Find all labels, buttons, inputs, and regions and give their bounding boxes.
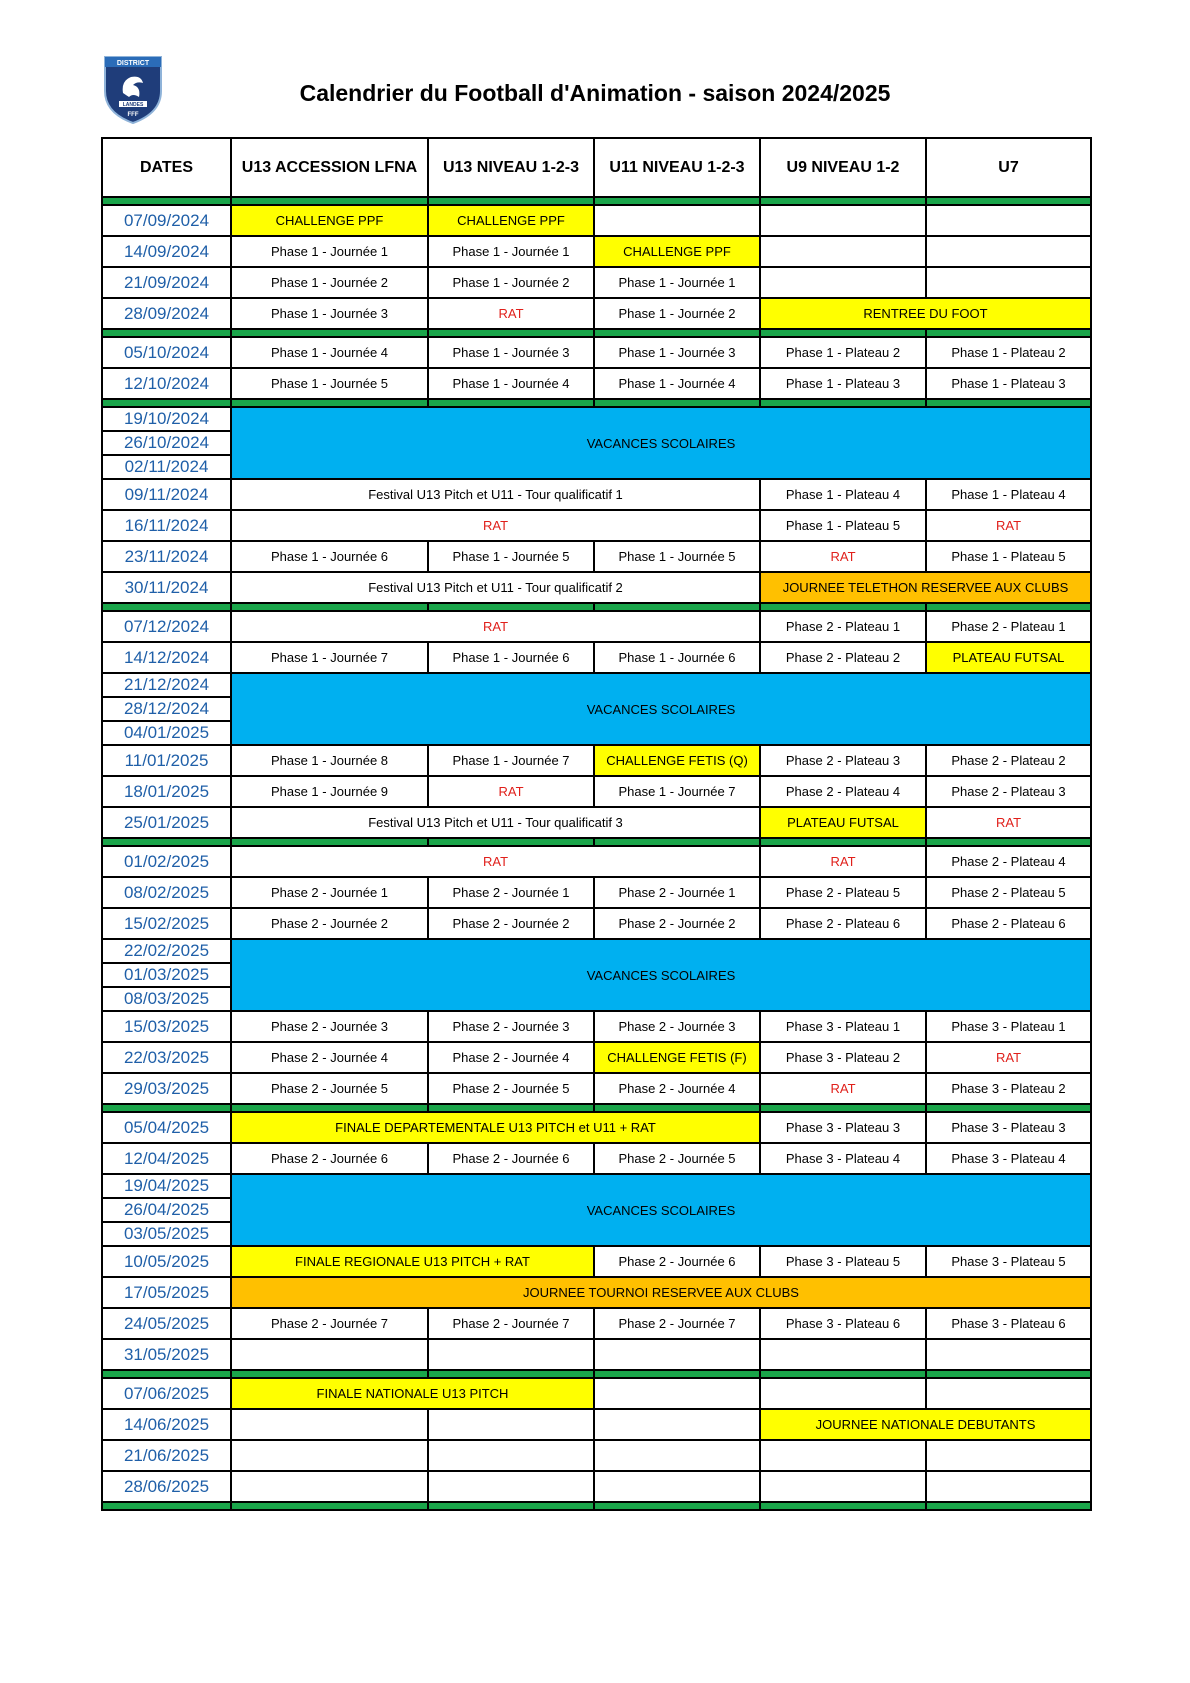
date-cell: 12/04/2025 [102,1143,231,1174]
schedule-cell [428,1339,594,1370]
schedule-cell: Phase 1 - Journée 1 [231,236,428,267]
date-cell: 21/06/2025 [102,1440,231,1471]
separator-cell [594,603,760,611]
separator-row [102,1502,1091,1510]
separator-cell [926,197,1091,205]
schedule-cell: Phase 1 - Journée 8 [231,745,428,776]
table-row [102,1174,1091,1246]
date-cell: 31/05/2025 [102,1339,231,1370]
schedule-cell: Phase 2 - Plateau 5 [926,877,1091,908]
column-header: U13 ACCESSION LFNA [231,138,428,197]
date-cell: 25/01/2025 [102,807,231,838]
separator-cell [428,1104,594,1112]
schedule-cell [926,236,1091,267]
schedule-cell: RAT [760,1073,926,1104]
date-cell: 18/01/2025 [102,776,231,807]
schedule-cell: Phase 3 - Plateau 5 [926,1246,1091,1277]
separator-cell [231,197,428,205]
separator-cell [102,399,231,407]
schedule-cell: RAT [231,510,760,541]
separator-row [102,1370,1091,1378]
separator-cell [102,1370,231,1378]
schedule-cell [760,236,926,267]
date-cell: 09/11/2024 [102,479,231,510]
separator-cell [594,838,760,846]
schedule-cell: Phase 1 - Journée 4 [428,368,594,399]
logo-text-landes: LANDES [122,102,144,108]
schedule-cell [760,1339,926,1370]
separator-cell [926,399,1091,407]
schedule-cell: Phase 2 - Journée 5 [594,1143,760,1174]
schedule-cell [926,205,1091,236]
table-row [102,1308,1091,1339]
schedule-cell [760,1471,926,1502]
calendar-table [101,137,1092,1511]
vacation-cell: VACANCES SCOLAIRES [231,407,1091,479]
schedule-cell: Festival U13 Pitch et U11 - Tour qualificatif 1 [231,479,760,510]
table-row [102,1471,1091,1502]
schedule-cell: Phase 2 - Journée 7 [231,1308,428,1339]
schedule-cell: Phase 1 - Journée 7 [231,642,428,673]
separator-cell [428,399,594,407]
separator-cell [594,1502,760,1510]
schedule-cell: Phase 3 - Plateau 4 [926,1143,1091,1174]
schedule-cell: Phase 1 - Plateau 4 [926,479,1091,510]
separator-cell [760,399,926,407]
separator-cell [760,197,926,205]
logo-text-district: DISTRICT [116,60,150,67]
schedule-cell: Phase 1 - Plateau 4 [760,479,926,510]
date-cell: 05/04/2025 [102,1112,231,1143]
separator-cell [760,838,926,846]
schedule-cell: Phase 2 - Journée 6 [594,1246,760,1277]
table-row [102,939,1091,1011]
schedule-cell: CHALLENGE PPF [594,236,760,267]
date-cell: 15/03/2025 [102,1011,231,1042]
schedule-cell: Phase 1 - Plateau 2 [760,337,926,368]
schedule-cell [231,1339,428,1370]
schedule-cell [594,1440,760,1471]
table-row [102,1112,1091,1143]
schedule-cell [926,267,1091,298]
schedule-cell: Phase 2 - Journée 3 [428,1011,594,1042]
schedule-cell [926,1471,1091,1502]
table-row [102,1339,1091,1370]
date-cell: 21/09/2024 [102,267,231,298]
separator-row [102,1104,1091,1112]
schedule-cell: Phase 1 - Plateau 3 [760,368,926,399]
table-row [102,267,1091,298]
table-row [102,1277,1091,1308]
table-row [102,745,1091,776]
schedule-cell: Phase 1 - Journée 2 [594,298,760,329]
schedule-cell: Phase 2 - Journée 6 [231,1143,428,1174]
separator-cell [231,603,428,611]
schedule-cell: Phase 1 - Journée 5 [428,541,594,572]
schedule-cell: RAT [926,1042,1091,1073]
separator-cell [926,329,1091,337]
schedule-cell: Phase 1 - Journée 4 [231,337,428,368]
schedule-cell [594,1339,760,1370]
date-label: 04/01/2025 [123,723,210,742]
date-label: 03/05/2025 [123,1224,210,1243]
schedule-cell [926,1339,1091,1370]
date-label: 02/11/2024 [124,457,209,476]
schedule-cell: RENTREE DU FOOT [760,298,1091,329]
schedule-cell: Phase 2 - Journée 6 [428,1143,594,1174]
separator-cell [760,1502,926,1510]
schedule-cell [231,1471,428,1502]
schedule-cell: JOURNEE TELETHON RESERVEE AUX CLUBS [760,572,1091,603]
schedule-cell: Phase 2 - Plateau 6 [926,908,1091,939]
separator-cell [102,1104,231,1112]
schedule-cell: Phase 2 - Journée 7 [594,1308,760,1339]
schedule-cell: Festival U13 Pitch et U11 - Tour qualificatif 3 [231,807,760,838]
separator-cell [231,1370,428,1378]
table-row [102,807,1091,838]
separator-cell [926,838,1091,846]
schedule-cell: Phase 2 - Plateau 2 [926,745,1091,776]
separator-row [102,399,1091,407]
table-row [102,1440,1091,1471]
schedule-cell [926,1440,1091,1471]
vacation-cell: VACANCES SCOLAIRES [231,1174,1091,1246]
date-label: 19/04/2025 [103,1175,230,1199]
schedule-cell: RAT [428,776,594,807]
schedule-cell: Phase 1 - Journée 1 [594,267,760,298]
separator-row [102,197,1091,205]
schedule-cell: Phase 2 - Journée 5 [231,1073,428,1104]
separator-cell [102,603,231,611]
schedule-cell: Phase 1 - Journée 3 [428,337,594,368]
logo-text-fff: FFF [127,112,139,118]
date-label: 01/03/2025 [103,964,230,988]
schedule-cell: FINALE DEPARTEMENTALE U13 PITCH et U11 + RAT [231,1112,760,1143]
schedule-cell [926,1378,1091,1409]
schedule-cell: Phase 1 - Plateau 5 [760,510,926,541]
schedule-cell: Phase 1 - Journée 6 [428,642,594,673]
schedule-cell: RAT [926,807,1091,838]
table-row [102,846,1091,877]
date-cell: 22/03/2025 [102,1042,231,1073]
schedule-cell: Phase 3 - Plateau 4 [760,1143,926,1174]
schedule-cell [428,1440,594,1471]
separator-cell [231,838,428,846]
separator-cell [428,197,594,205]
separator-row [102,603,1091,611]
date-cell: 28/09/2024 [102,298,231,329]
date-cell: 12/10/2024 [102,368,231,399]
schedule-cell [760,205,926,236]
schedule-cell: Phase 2 - Plateau 3 [926,776,1091,807]
schedule-cell: FINALE NATIONALE U13 PITCH [231,1378,594,1409]
schedule-cell [428,1471,594,1502]
schedule-cell: Phase 2 - Plateau 6 [760,908,926,939]
date-cell: 23/11/2024 [102,541,231,572]
separator-cell [926,1370,1091,1378]
separator-cell [428,329,594,337]
date-cell: 07/09/2024 [102,205,231,236]
date-label: 08/03/2025 [123,989,210,1008]
schedule-cell: Festival U13 Pitch et U11 - Tour qualificatif 2 [231,572,760,603]
separator-cell [760,1104,926,1112]
schedule-cell: JOURNEE NATIONALE DEBUTANTS [760,1409,1091,1440]
column-header: U13 NIVEAU 1-2-3 [428,138,594,197]
schedule-cell: PLATEAU FUTSAL [760,807,926,838]
schedule-cell: Phase 1 - Journée 9 [231,776,428,807]
schedule-cell: Phase 1 - Journée 5 [594,541,760,572]
table-row [102,908,1091,939]
schedule-cell: Phase 2 - Journée 4 [428,1042,594,1073]
schedule-cell: Phase 1 - Journée 1 [428,236,594,267]
schedule-cell: Phase 1 - Journée 2 [428,267,594,298]
schedule-cell [760,1440,926,1471]
schedule-cell [428,1409,594,1440]
vacation-cell: VACANCES SCOLAIRES [231,939,1091,1011]
schedule-cell: Phase 2 - Plateau 1 [926,611,1091,642]
separator-cell [594,1104,760,1112]
schedule-cell: RAT [428,298,594,329]
schedule-cell: Phase 3 - Plateau 1 [926,1011,1091,1042]
date-cell: 28/06/2025 [102,1471,231,1502]
date-label: 26/10/2024 [103,432,230,456]
separator-row [102,838,1091,846]
header-row [102,138,1091,197]
schedule-cell: Phase 2 - Plateau 3 [760,745,926,776]
date-label: 21/12/2024 [103,674,230,698]
table-row [102,673,1091,745]
schedule-cell: CHALLENGE FETIS (F) [594,1042,760,1073]
district-landes-logo [101,53,165,125]
schedule-cell: Phase 2 - Journée 5 [428,1073,594,1104]
schedule-cell [760,1378,926,1409]
date-cell: 08/02/2025 [102,877,231,908]
schedule-cell: CHALLENGE PPF [428,205,594,236]
schedule-cell: Phase 3 - Plateau 5 [760,1246,926,1277]
schedule-cell: Phase 2 - Plateau 4 [760,776,926,807]
separator-cell [428,1370,594,1378]
schedule-cell: Phase 2 - Journée 3 [594,1011,760,1042]
schedule-cell: Phase 1 - Journée 7 [428,745,594,776]
schedule-cell [594,205,760,236]
table-row [102,877,1091,908]
date-label: 26/04/2025 [103,1199,230,1223]
schedule-cell: CHALLENGE PPF [231,205,428,236]
schedule-cell: Phase 2 - Plateau 1 [760,611,926,642]
table-row [102,1143,1091,1174]
separator-cell [102,197,231,205]
schedule-cell: RAT [760,541,926,572]
district-landes-fff-crest-icon [101,53,165,125]
date-cell: 24/05/2025 [102,1308,231,1339]
table-row [102,510,1091,541]
schedule-cell: CHALLENGE FETIS (Q) [594,745,760,776]
date-cell: 07/12/2024 [102,611,231,642]
separator-cell [231,1104,428,1112]
separator-cell [102,329,231,337]
schedule-cell: RAT [926,510,1091,541]
separator-row [102,329,1091,337]
schedule-cell: RAT [231,611,760,642]
separator-cell [428,603,594,611]
schedule-cell: RAT [760,846,926,877]
separator-cell [760,1370,926,1378]
schedule-cell: RAT [231,846,760,877]
table-row [102,236,1091,267]
schedule-cell: Phase 3 - Plateau 6 [760,1308,926,1339]
table-row [102,1246,1091,1277]
date-stack-cell [102,673,231,745]
schedule-cell: Phase 1 - Journée 7 [594,776,760,807]
schedule-cell: Phase 2 - Journée 2 [231,908,428,939]
calendar-body [102,138,1091,1510]
separator-cell [594,197,760,205]
separator-cell [926,1502,1091,1510]
table-row [102,572,1091,603]
table-row [102,1409,1091,1440]
table-row [102,611,1091,642]
separator-cell [760,329,926,337]
date-cell: 14/12/2024 [102,642,231,673]
calendar-table-wrapper [101,137,1090,1511]
column-header: U9 NIVEAU 1-2 [760,138,926,197]
separator-cell [428,838,594,846]
date-stack-cell [102,407,231,479]
date-cell: 01/02/2025 [102,846,231,877]
schedule-cell: Phase 1 - Journée 4 [594,368,760,399]
schedule-cell: Phase 1 - Journée 6 [594,642,760,673]
schedule-cell: Phase 2 - Plateau 2 [760,642,926,673]
column-header: U7 [926,138,1091,197]
schedule-cell: Phase 3 - Plateau 3 [926,1112,1091,1143]
vacation-cell: VACANCES SCOLAIRES [231,673,1091,745]
separator-cell [102,838,231,846]
schedule-cell: Phase 1 - Journée 3 [594,337,760,368]
separator-cell [926,1104,1091,1112]
date-cell: 10/05/2025 [102,1246,231,1277]
schedule-cell: Phase 2 - Journée 3 [231,1011,428,1042]
schedule-cell: Phase 1 - Plateau 2 [926,337,1091,368]
table-row [102,1042,1091,1073]
table-row [102,776,1091,807]
schedule-cell [594,1409,760,1440]
schedule-cell [594,1471,760,1502]
schedule-cell: Phase 2 - Journée 1 [594,877,760,908]
schedule-cell: Phase 3 - Plateau 1 [760,1011,926,1042]
separator-cell [102,1502,231,1510]
separator-cell [231,329,428,337]
schedule-cell: Phase 3 - Plateau 3 [760,1112,926,1143]
table-row [102,368,1091,399]
separator-cell [594,329,760,337]
schedule-cell: Phase 2 - Journée 1 [231,877,428,908]
schedule-cell: Phase 2 - Journée 4 [231,1042,428,1073]
schedule-cell: Phase 1 - Journée 3 [231,298,428,329]
schedule-cell: Phase 1 - Journée 6 [231,541,428,572]
date-label: 28/12/2024 [103,698,230,722]
separator-cell [428,1502,594,1510]
schedule-cell [760,267,926,298]
table-row [102,642,1091,673]
date-cell: 16/11/2024 [102,510,231,541]
schedule-cell: Phase 3 - Plateau 6 [926,1308,1091,1339]
schedule-cell: Phase 1 - Journée 5 [231,368,428,399]
date-label: 22/02/2025 [103,940,230,964]
date-cell: 30/11/2024 [102,572,231,603]
schedule-cell: Phase 2 - Journée 7 [428,1308,594,1339]
table-row [102,541,1091,572]
table-row [102,298,1091,329]
schedule-cell: Phase 1 - Plateau 5 [926,541,1091,572]
separator-cell [594,399,760,407]
schedule-cell: Phase 2 - Journée 1 [428,877,594,908]
table-row [102,479,1091,510]
schedule-cell: PLATEAU FUTSAL [926,642,1091,673]
date-cell: 29/03/2025 [102,1073,231,1104]
table-row [102,1378,1091,1409]
date-cell: 17/05/2025 [102,1277,231,1308]
schedule-cell: JOURNEE TOURNOI RESERVEE AUX CLUBS [231,1277,1091,1308]
column-header: U11 NIVEAU 1-2-3 [594,138,760,197]
separator-cell [231,399,428,407]
separator-cell [760,603,926,611]
column-header: DATES [102,138,231,197]
schedule-cell: Phase 2 - Journée 2 [428,908,594,939]
page-title: Calendrier du Football d'Animation - saison 2024/2025 [299,80,891,106]
separator-cell [926,603,1091,611]
schedule-cell: Phase 3 - Plateau 2 [926,1073,1091,1104]
schedule-cell: FINALE REGIONALE U13 PITCH + RAT [231,1246,594,1277]
schedule-cell: Phase 2 - Journée 4 [594,1073,760,1104]
schedule-cell: Phase 1 - Plateau 3 [926,368,1091,399]
date-label: 19/10/2024 [103,408,230,432]
date-stack-cell [102,939,231,1011]
date-cell: 11/01/2025 [102,745,231,776]
date-stack-cell [102,1174,231,1246]
schedule-cell: Phase 2 - Journée 2 [594,908,760,939]
date-cell: 14/06/2025 [102,1409,231,1440]
separator-cell [594,1370,760,1378]
table-row [102,1073,1091,1104]
schedule-cell: Phase 2 - Plateau 4 [926,846,1091,877]
date-cell: 15/02/2025 [102,908,231,939]
schedule-cell: Phase 3 - Plateau 2 [760,1042,926,1073]
schedule-cell [231,1409,428,1440]
schedule-cell [231,1440,428,1471]
date-cell: 07/06/2025 [102,1378,231,1409]
schedule-cell: Phase 2 - Plateau 5 [760,877,926,908]
schedule-cell [594,1378,760,1409]
schedule-cell: Phase 1 - Journée 2 [231,267,428,298]
table-row [102,337,1091,368]
date-cell: 14/09/2024 [102,236,231,267]
table-row [102,407,1091,479]
separator-cell [231,1502,428,1510]
date-cell: 05/10/2024 [102,337,231,368]
table-row [102,1011,1091,1042]
table-row [102,205,1091,236]
